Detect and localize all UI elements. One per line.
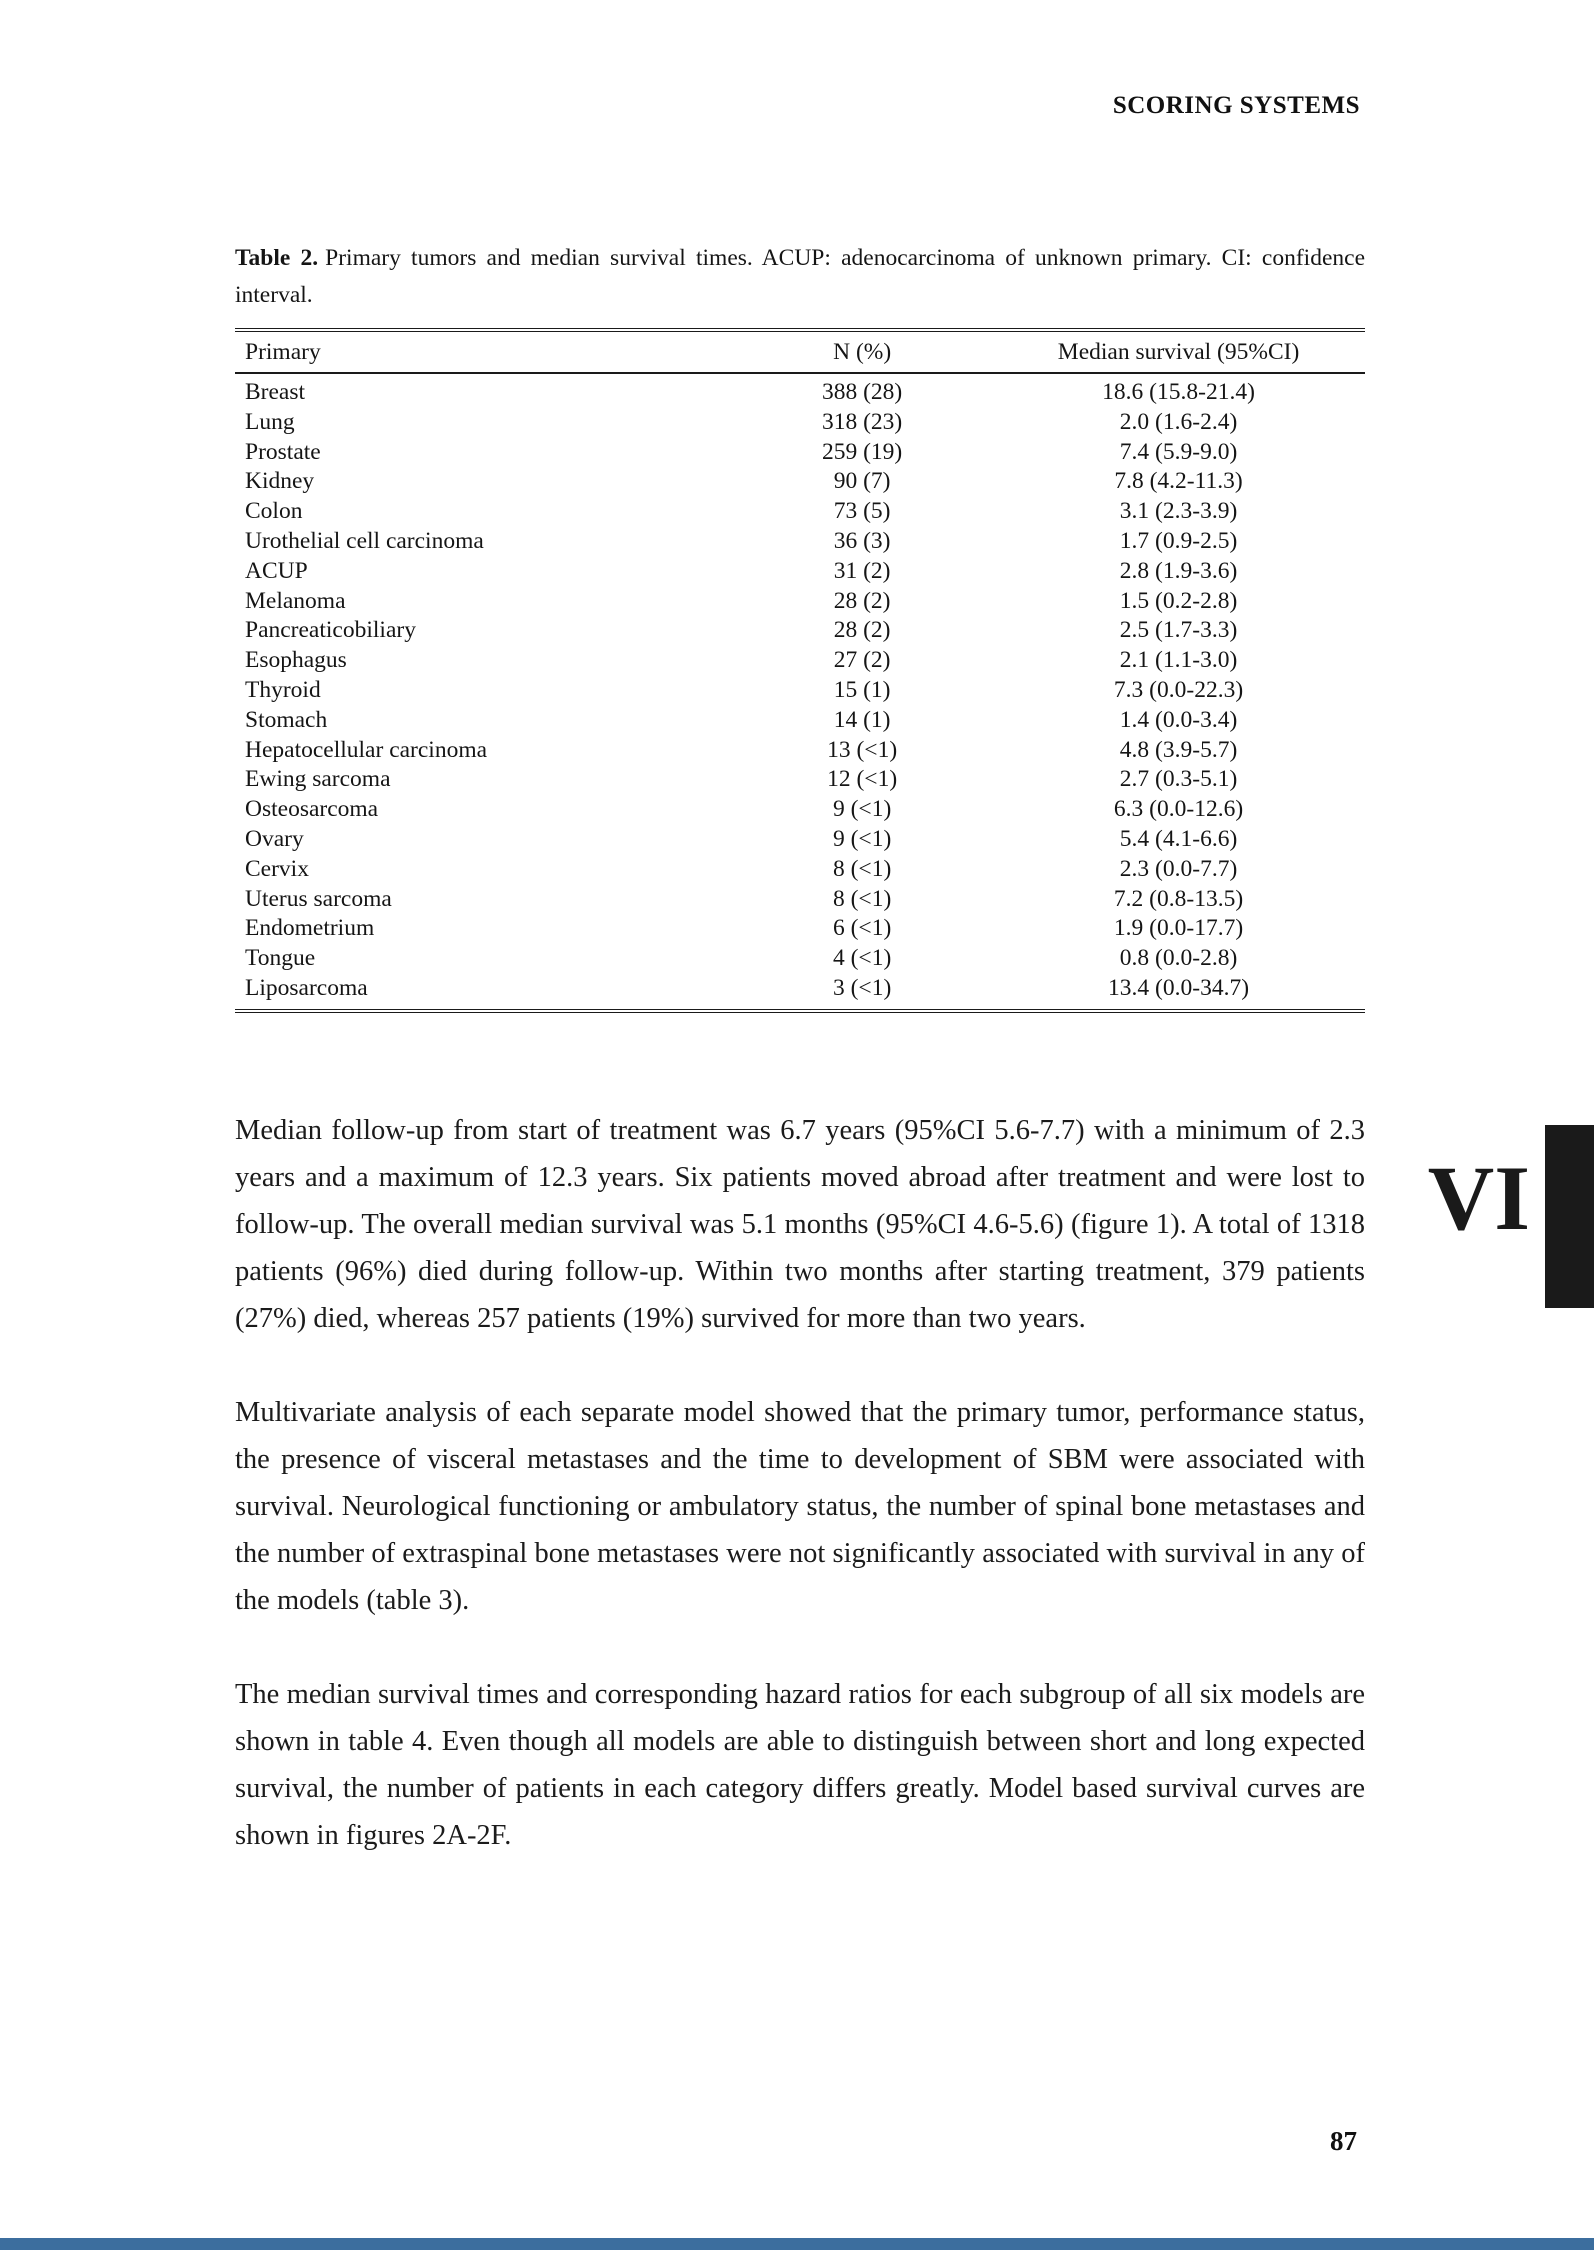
table-cell: 9 (<1) <box>832 796 892 823</box>
table-cell: 73 (5) <box>833 498 891 525</box>
table-cell: 28 (2) <box>833 587 891 614</box>
table-cell: Osteosarcoma <box>245 796 379 823</box>
table-cell: 13.4 (0.0-34.7) <box>1108 974 1250 1001</box>
table-cell: Breast <box>245 379 306 405</box>
table-cell: Stomach <box>245 706 328 733</box>
table-cell: 9 (<1) <box>832 825 892 852</box>
table-row <box>235 497 1365 527</box>
table-row <box>235 855 1365 885</box>
table-row <box>235 944 1365 974</box>
table-row <box>235 825 1365 855</box>
table-cell: Kidney <box>245 468 315 495</box>
page-content <box>235 240 1365 1906</box>
table-cell: 2.5 (1.7-3.3) <box>1119 617 1238 644</box>
table-cell: 2.1 (1.1-3.0) <box>1119 647 1238 674</box>
table-cell: 259 (19) <box>821 438 903 465</box>
table-row <box>235 676 1365 706</box>
table-row <box>235 736 1365 766</box>
table-cell: 6 (<1) <box>832 915 892 942</box>
table-row <box>235 885 1365 915</box>
paragraph-follow-up: Median follow-up from start of treatment was 6.7 years (95%CI 5.6-7.7) with a minimum of 2.3 years and a maximum of 12.3 years. Six patients moved abroad after treatment and were lost to follow-up. The overall median survival was 5.1 months (95%CI 4.6-5.6) (figure 1). A total of 1318 patients (96%) died during follow-up. Within two months after starting treatment, 379 patients (27%) died, whereas 257 patients (19%) survived for more than two years. <box>235 1114 1365 1334</box>
table-cell: 12 (<1) <box>827 766 898 793</box>
table-cell: Prostate <box>245 438 321 465</box>
table-cell: Tongue <box>245 945 316 972</box>
table-row <box>235 527 1365 557</box>
column-header-primary: Primary <box>235 330 732 373</box>
table-cell: 8 (<1) <box>832 855 892 882</box>
table-cell: Ovary <box>245 825 304 852</box>
table-cell: 388 (28) <box>821 379 903 405</box>
table-caption-text: Primary tumors and median survival times. ACUP: adenocarcinoma of unknown primary. CI: confidence interval. <box>235 245 1365 308</box>
table-cell: 8 (<1) <box>832 885 892 912</box>
table-caption <box>235 240 1365 314</box>
table-row <box>235 795 1365 825</box>
table-row <box>235 974 1365 1011</box>
table-cell: Cervix <box>245 855 309 882</box>
table-row <box>235 765 1365 795</box>
table-cell: 0.8 (0.0-2.8) <box>1119 945 1238 972</box>
table-cell: 4 (<1) <box>832 945 892 972</box>
table-cell: 2.7 (0.3-5.1) <box>1119 766 1238 793</box>
table-cell: 7.3 (0.0-22.3) <box>1113 676 1244 703</box>
table-cell: 318 (23) <box>821 408 903 435</box>
table-row <box>235 467 1365 497</box>
paragraph-multivariate-analysis: Multivariate analysis of each separate model showed that the primary tumor, performance status, the presence of visceral metastases and the time to development of SBM were associated with survival. Neurological functioning or ambulatory status, the number of spinal bone metastases and the number of extraspinal bone metastases were not significantly associated with survival in any of the models (table 3). <box>235 1396 1365 1616</box>
table-cell: 2.0 (1.6-2.4) <box>1119 408 1238 435</box>
table-cell: 13 (<1) <box>827 736 898 763</box>
paragraph-median-survival-models: The median survival times and corresponding hazard ratios for each subgroup of all six models are shown in table 4. Even though all models are able to distinguish between short and long expected survival, the number of patients in each category differs greatly. Model based survival curves are shown in figures 2A-2F. <box>235 1678 1365 1851</box>
table-cell: Liposarcoma <box>245 974 368 1001</box>
table-cell: Ewing sarcoma <box>245 766 391 793</box>
table-cell: 1.7 (0.9-2.5) <box>1119 527 1238 554</box>
column-header-n-percent: N (%) <box>732 330 992 373</box>
running-head: SCORING SYSTEMS <box>1112 92 1360 119</box>
table-cell: 28 (2) <box>833 617 891 644</box>
table-body <box>235 373 1365 1011</box>
table-cell: 3 (<1) <box>832 974 892 1001</box>
table-cell: 4.8 (3.9-5.7) <box>1119 736 1238 763</box>
table-cell: 2.3 (0.0-7.7) <box>1119 855 1238 882</box>
table-header <box>235 330 1365 373</box>
primary-tumor-survival-table <box>235 328 1365 1013</box>
table-row <box>235 706 1365 736</box>
table-cell: 90 (7) <box>833 468 891 495</box>
table-row <box>235 616 1365 646</box>
table-cell: 2.8 (1.9-3.6) <box>1119 557 1238 584</box>
table-cell: 5.4 (4.1-6.6) <box>1119 825 1238 852</box>
table-cell: 7.2 (0.8-13.5) <box>1113 885 1244 912</box>
table-cell: Urothelial cell carcinoma <box>245 527 484 554</box>
table-cell: 14 (1) <box>833 706 891 733</box>
table-row <box>235 557 1365 587</box>
table-cell: 7.8 (4.2-11.3) <box>1114 468 1243 495</box>
table-cell: 1.4 (0.0-3.4) <box>1119 706 1238 733</box>
table-cell: Lung <box>245 408 295 435</box>
table-cell: 1.5 (0.2-2.8) <box>1119 587 1238 614</box>
table-cell: 18.6 (15.8-21.4) <box>1102 379 1255 405</box>
table-row <box>235 408 1365 438</box>
table-cell: 7.4 (5.9-9.0) <box>1119 438 1238 465</box>
table-row <box>235 438 1365 468</box>
body-text <box>235 1107 1365 1859</box>
table-cell: 6.3 (0.0-12.6) <box>1113 796 1244 823</box>
table-cell: ACUP <box>245 557 308 584</box>
table-caption-label: Table 2. <box>235 245 319 271</box>
table-cell: Endometrium <box>245 915 375 942</box>
table-row <box>235 587 1365 617</box>
table-cell: Melanoma <box>245 587 346 614</box>
table-cell: Uterus sarcoma <box>245 885 392 912</box>
table-cell: Hepatocellular carcinoma <box>245 736 488 763</box>
table-row <box>235 373 1365 408</box>
table-row <box>235 646 1365 676</box>
table-cell: 15 (1) <box>833 676 891 703</box>
chapter-number-marker: VI <box>1427 1147 1530 1249</box>
table-cell: 3.1 (2.3-3.9) <box>1119 498 1238 525</box>
page-number: 87 <box>1330 2126 1357 2156</box>
column-header-median-survival: Median survival (95%CI) <box>992 330 1365 373</box>
table-cell: 27 (2) <box>833 647 891 674</box>
footer-accent-bar <box>0 2238 1594 2250</box>
table-cell: Thyroid <box>245 676 321 703</box>
table-cell: Pancreaticobiliary <box>245 617 416 644</box>
table-cell: 36 (3) <box>833 527 891 554</box>
chapter-tab-bar <box>1545 1125 1594 1308</box>
table-cell: 31 (2) <box>833 557 891 584</box>
table-cell: Esophagus <box>245 647 347 674</box>
table-cell: 1.9 (0.0-17.7) <box>1113 915 1244 942</box>
table-header-row <box>235 330 1365 373</box>
table-row <box>235 914 1365 944</box>
table-cell: Colon <box>245 498 303 525</box>
